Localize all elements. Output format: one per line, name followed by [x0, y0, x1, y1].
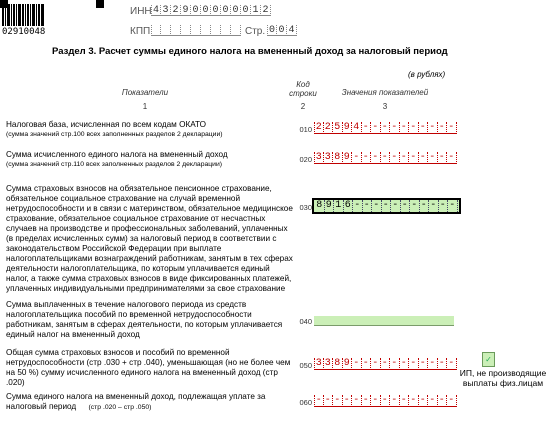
value-digit-cell: 2 — [315, 122, 322, 133]
kpp-digit-cell — [181, 25, 191, 36]
value-digit-cell: 8 — [315, 200, 325, 212]
value-digit-cell: - — [438, 395, 448, 407]
inn-digit-cell: 2 — [261, 5, 271, 16]
units-label: (в рублях) — [408, 70, 446, 79]
value-digit-cell: - — [381, 122, 391, 134]
value-digit-cell: - — [381, 152, 391, 164]
value-digit-cell: - — [409, 358, 419, 370]
value-digit-cell: - — [438, 358, 448, 370]
kpp-digit-cell — [151, 25, 161, 36]
kpp-field[interactable] — [151, 25, 241, 36]
value-digit-cell: - — [372, 200, 382, 212]
value-digit-cell: - — [448, 200, 458, 212]
value-digit-cell: - — [400, 395, 410, 407]
page-digit-cell: 0 — [268, 25, 275, 36]
column-header-indicators: Показатели — [121, 88, 169, 97]
side-note: ИП, не производящие выплаты физ.лицам — [459, 368, 547, 388]
column-number-2: 2 — [300, 102, 306, 111]
column-header-code: Код строки — [289, 80, 317, 98]
value-digit-cell: - — [438, 152, 448, 164]
value-digit-cell: - — [409, 122, 419, 134]
value-digit-cell: - — [352, 152, 362, 164]
value-digit-cell: - — [419, 122, 429, 134]
value-digit-cell: 8 — [333, 358, 343, 370]
value-digit-cell: - — [362, 358, 372, 370]
row-040-description: Сумма выплаченных в течение налогового периода из средств налогоплательщика пособий по временной нетрудоспособности работникам, занятым в сферах деятельности, по которым уплачивается единый налог на вмененный доход — [6, 300, 283, 339]
value-digit-cell: - — [409, 395, 419, 407]
row-030-value[interactable] — [312, 198, 461, 214]
value-digit-cell: - — [400, 358, 410, 370]
kpp-digit-cell — [171, 25, 181, 36]
value-digit-cell: - — [333, 395, 343, 407]
value-digit-cell: - — [382, 200, 392, 212]
value-digit-cell: - — [371, 395, 381, 407]
inn-digit-cell: 3 — [161, 5, 171, 16]
value-digit-cell: - — [400, 152, 410, 164]
kpp-digit-cell — [231, 25, 241, 36]
kpp-digit-cell — [161, 25, 171, 36]
row-050-description: Общая сумма страховых взносов и пособий по временной нетрудоспособности (стр .030 + стр .040), уменьшающая (но не более чем на 50 %) сумму исчисленного единого налога на вмененный доход (стр .020) — [6, 348, 291, 387]
inn-digit-cell: 4 — [152, 5, 159, 16]
row-050-code: 050 — [299, 361, 312, 370]
value-digit-cell: 4 — [352, 122, 362, 134]
row-020-note: (сумма значений стр.110 всех заполненных разделов 2 декларации) — [6, 161, 223, 168]
value-digit-cell: - — [447, 358, 457, 370]
column-number-3: 3 — [382, 102, 388, 111]
value-digit-cell: 9 — [325, 200, 335, 212]
column-number-1: 1 — [142, 102, 148, 111]
value-digit-cell: - — [390, 395, 400, 407]
corner-marker-left — [0, 0, 8, 8]
barcode-number: 02910048 — [2, 27, 46, 37]
value-digit-cell: - — [353, 200, 363, 212]
value-digit-cell: - — [447, 395, 457, 407]
row-030-description: Сумма страховых взносов на обязательное пенсионное страхование, обязательное социальное страхование на случай временной нетрудоспособности и в связи с материнством, обязательное медицинское страхование, обязательное социальное страхование от несчастных случаев на производстве и профессиональных заболеваний, уплаченных (в пределах исчисленных сумм) за налоговый период в соответствии с законодательством Российской Федерации при выплате налогоплательщиками вознаграждений работникам, занятым в тех сферах деятельности налогоплательщика, по которым уплачивается единый налог, а также сумма страховых взносов в виде фиксированных платежей, уплаченных индивидуальными предпринимателями за свое страхование — [6, 184, 293, 293]
value-digit-cell: 6 — [344, 200, 354, 212]
value-digit-cell: - — [429, 200, 439, 212]
value-digit-cell: 2 — [324, 122, 334, 134]
value-digit-cell: - — [428, 122, 438, 134]
row-010-value[interactable] — [314, 122, 457, 134]
value-digit-cell: - — [410, 200, 420, 212]
value-digit-cell: - — [409, 152, 419, 164]
page-number-field[interactable] — [267, 25, 297, 36]
inn-digit-cell: 0 — [191, 5, 201, 16]
inn-digit-cell: 0 — [201, 5, 211, 16]
value-digit-cell: 1 — [334, 200, 344, 212]
row-030-code: 030 — [299, 203, 312, 212]
value-digit-cell: - — [381, 358, 391, 370]
row-040-value[interactable] — [314, 316, 454, 326]
inn-digit-cell: 0 — [221, 5, 231, 16]
value-digit-cell: - — [362, 122, 372, 134]
row-060-code: 060 — [299, 398, 312, 407]
inn-digit-cell: 1 — [251, 5, 261, 16]
value-digit-cell: - — [371, 152, 381, 164]
value-digit-cell: - — [428, 358, 438, 370]
kpp-digit-cell — [211, 25, 221, 36]
value-digit-cell: - — [352, 358, 362, 370]
value-digit-cell: 5 — [333, 122, 343, 134]
checkbox-icon[interactable]: ✓ — [482, 352, 495, 367]
value-digit-cell: - — [419, 358, 429, 370]
column-header-values: Значения показателей — [341, 88, 429, 97]
value-digit-cell: - — [343, 395, 353, 407]
value-digit-cell: - — [428, 152, 438, 164]
inn-label: ИНН — [130, 6, 152, 17]
kpp-digit-cell — [221, 25, 231, 36]
value-digit-cell: - — [362, 395, 372, 407]
inn-digit-cell: 0 — [231, 5, 241, 16]
page-label: Стр. — [245, 26, 266, 37]
kpp-label: КПП — [130, 26, 151, 37]
value-digit-cell: - — [447, 152, 457, 164]
value-digit-cell: - — [420, 200, 430, 212]
inn-field[interactable] — [151, 5, 271, 16]
value-digit-cell: - — [438, 122, 448, 134]
value-digit-cell: - — [381, 395, 391, 407]
value-digit-cell: - — [400, 122, 410, 134]
value-digit-cell: 3 — [315, 358, 322, 369]
value-digit-cell: - — [315, 395, 322, 406]
row-060-note: (стр .020 – стр .050) — [88, 404, 152, 411]
corner-marker-right — [96, 0, 104, 8]
value-digit-cell: - — [439, 200, 449, 212]
value-digit-cell: 9 — [343, 122, 353, 134]
page-digit-cell: 4 — [287, 25, 297, 36]
value-digit-cell: - — [324, 395, 334, 407]
row-050-value[interactable] — [314, 358, 457, 370]
row-010-label: Налоговая база, исчисленная по всем кодам ОКАТО — [6, 120, 207, 129]
row-020-label: Сумма исчисленного единого налога на вмененный доход — [6, 150, 228, 159]
value-digit-cell: 9 — [343, 152, 353, 164]
row-010-description — [6, 120, 294, 140]
value-digit-cell: - — [352, 395, 362, 407]
inn-digit-cell: 0 — [241, 5, 251, 16]
inn-digit-cell: 0 — [211, 5, 221, 16]
value-digit-cell: - — [363, 200, 373, 212]
row-020-code: 020 — [299, 155, 312, 164]
value-digit-cell: 3 — [324, 358, 334, 370]
inn-digit-cell: 2 — [171, 5, 181, 16]
value-digit-cell: - — [401, 200, 411, 212]
value-digit-cell: - — [419, 395, 429, 407]
page-digit-cell: 0 — [277, 25, 287, 36]
row-040-code: 040 — [299, 317, 312, 326]
value-digit-cell: - — [391, 200, 401, 212]
value-digit-cell: 3 — [324, 152, 334, 164]
value-digit-cell: - — [390, 122, 400, 134]
row-010-note: (сумма значений стр.100 всех заполненных разделов 2 декларации) — [6, 131, 223, 138]
kpp-digit-cell — [201, 25, 211, 36]
value-digit-cell: - — [390, 152, 400, 164]
kpp-digit-cell — [191, 25, 201, 36]
row-060-description — [6, 392, 294, 413]
row-020-description — [6, 150, 294, 170]
row-060-label: Сумма единого налога на вмененный доход, подлежащая уплате за налоговый период — [6, 392, 266, 411]
value-digit-cell: - — [447, 122, 457, 134]
row-060-value[interactable] — [314, 395, 457, 407]
value-digit-cell: - — [371, 122, 381, 134]
value-digit-cell: - — [362, 152, 372, 164]
value-digit-cell: 9 — [343, 358, 353, 370]
value-digit-cell: - — [371, 358, 381, 370]
value-digit-cell: - — [390, 358, 400, 370]
section-title: Раздел 3. Расчет суммы единого налога на вмененный доход за налоговый период — [52, 46, 448, 57]
value-digit-cell: 8 — [333, 152, 343, 164]
row-020-value[interactable] — [314, 152, 457, 164]
value-digit-cell: - — [419, 152, 429, 164]
value-digit-cell: - — [428, 395, 438, 407]
row-010-code: 010 — [299, 125, 312, 134]
value-digit-cell: 3 — [315, 152, 322, 163]
inn-digit-cell: 9 — [181, 5, 191, 16]
